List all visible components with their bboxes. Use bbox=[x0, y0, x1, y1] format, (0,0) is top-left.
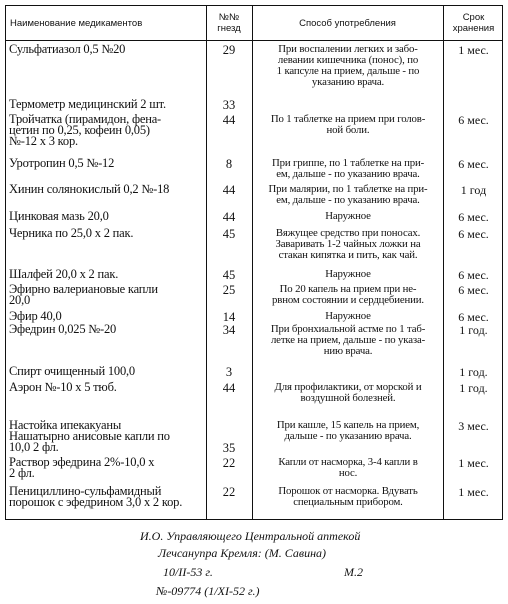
signature-number: №-09774 (1/XI-52 г.) bbox=[156, 584, 260, 598]
storage-term: 1 мес. bbox=[458, 43, 489, 57]
nest-number: 33 bbox=[222, 98, 236, 112]
storage-term: 6 мес. bbox=[458, 157, 489, 171]
nest-number: 3 bbox=[225, 365, 233, 379]
usage-text: При гриппе, по 1 таблетке на при- ем, дальше - по указанию врача. bbox=[271, 157, 425, 180]
storage-term: 1 год. bbox=[459, 323, 488, 337]
nest-number: 29 bbox=[222, 43, 236, 57]
signature-line-2: Лечсанупра Кремля: (М. Савина) bbox=[158, 546, 327, 560]
nest-number: 44 bbox=[222, 210, 236, 224]
nest-number: 34 bbox=[222, 323, 236, 337]
medicine-name: Хинин солянокислый 0,2 №-18 bbox=[9, 182, 170, 196]
nest-number: 22 bbox=[222, 456, 236, 470]
nest-number: 14 bbox=[222, 310, 236, 324]
header-nest: №№ гнезд bbox=[217, 12, 241, 34]
storage-term: 6 мес. bbox=[458, 310, 489, 324]
usage-text: Для профилактики, от морской и воздушной болезней. bbox=[274, 381, 422, 404]
usage-text: При воспалении легких и забо- левании кишечника (понос), по 1 капсуле на прием, дальше - по указанию врача. bbox=[276, 43, 420, 88]
storage-term: 1 год. bbox=[459, 365, 488, 379]
signature-mark: М.2 bbox=[344, 565, 363, 579]
usage-text: При кашле, 15 капель на прием, дальше - по указанию врача. bbox=[276, 419, 420, 442]
header-divider bbox=[6, 40, 502, 41]
medicine-name: Цинковая мазь 20,0 bbox=[9, 209, 109, 223]
signature-date: 10/II-53 г. bbox=[163, 565, 213, 579]
storage-term: 6 мес. bbox=[458, 227, 489, 241]
usage-text: Капли от насморка, 3-4 капли в нос. bbox=[278, 456, 418, 479]
medicine-name: Раствор эфедрина 2%-10,0 х 2 фл. bbox=[9, 455, 155, 480]
storage-term: 6 мес. bbox=[458, 268, 489, 282]
medicine-name: Эфедрин 0,025 №-20 bbox=[9, 322, 117, 336]
column-divider bbox=[443, 6, 444, 519]
medicine-name: Эфирно валериановые капли 20,0 bbox=[9, 282, 158, 307]
nest-number: 45 bbox=[222, 227, 236, 241]
medicine-name: Сульфатиазол 0,5 №20 bbox=[9, 42, 126, 56]
medicine-name: Настойка ипекакуаны Нашатырно анисовые капли по 10,0 2 фл. bbox=[9, 418, 170, 454]
usage-text: Наружное bbox=[325, 268, 371, 280]
medicine-name: Пенициллино-сульфамидный порошок с эфедрином 3,0 х 2 кор. bbox=[9, 484, 183, 509]
storage-term: 1 год bbox=[460, 183, 487, 197]
medicine-name: Уротропин 0,5 №-12 bbox=[9, 156, 115, 170]
nest-number: 44 bbox=[222, 183, 236, 197]
storage-term: 3 мес. bbox=[458, 419, 489, 433]
medicine-name: Спирт очищенный 100,0 bbox=[9, 364, 135, 378]
usage-text: Вяжущее средство при поносах. Заваривать 1-2 чайных ложки на стакан кипятка и пить, как чай. bbox=[275, 227, 421, 261]
usage-text: По 20 капель на прием при не- рвном состоянии и сердцебиении. bbox=[272, 283, 424, 306]
nest-number: 35 bbox=[222, 441, 236, 455]
usage-text: При малярии, по 1 таблетке на при- ем, дальше - по указанию врача. bbox=[268, 183, 428, 206]
nest-number: 44 bbox=[222, 113, 236, 127]
usage-text: Порошок от насморка. Вдувать специальным прибором. bbox=[278, 485, 418, 508]
medicine-name: Эфир 40,0 bbox=[9, 309, 62, 323]
nest-number: 25 bbox=[222, 283, 236, 297]
usage-text: По 1 таблетке на прием при голов- ной боли. bbox=[270, 113, 426, 136]
header-name: Наименование медикаментов bbox=[10, 17, 143, 29]
nest-number: 8 bbox=[225, 157, 233, 171]
nest-number: 45 bbox=[222, 268, 236, 282]
storage-term: 6 мес. bbox=[458, 113, 489, 127]
nest-number: 44 bbox=[222, 381, 236, 395]
header-term: Срок хранения bbox=[452, 12, 495, 34]
header-use: Способ употребления bbox=[299, 17, 396, 29]
storage-term: 1 год. bbox=[459, 381, 488, 395]
storage-term: 1 мес. bbox=[458, 456, 489, 470]
storage-term: 6 мес. bbox=[458, 283, 489, 297]
medicine-name: Черника по 25,0 х 2 пак. bbox=[9, 226, 134, 240]
nest-number: 22 bbox=[222, 485, 236, 499]
column-divider bbox=[252, 6, 253, 519]
storage-term: 1 мес. bbox=[458, 485, 489, 499]
usage-text: Наружное bbox=[325, 210, 371, 222]
usage-text: При бронхиальной астме по 1 таб- летке на прием, дальше - по указа- нию врача. bbox=[270, 323, 426, 357]
medicine-name: Шалфей 20,0 х 2 пак. bbox=[9, 267, 119, 281]
medicine-name: Аэрон №-10 х 5 тюб. bbox=[9, 380, 117, 394]
medicine-name: Тройчатка (пирамидон, фена- цетин по 0,25, кофеин 0,05) №-12 х 3 кор. bbox=[9, 112, 162, 148]
medicine-table bbox=[5, 5, 503, 520]
storage-term: 6 мес. bbox=[458, 210, 489, 224]
usage-text: Наружное bbox=[325, 310, 371, 322]
signature-line-1: И.О. Управляющего Центральной аптекой bbox=[140, 529, 361, 543]
medicine-name: Термометр медицинский 2 шт. bbox=[9, 97, 166, 111]
